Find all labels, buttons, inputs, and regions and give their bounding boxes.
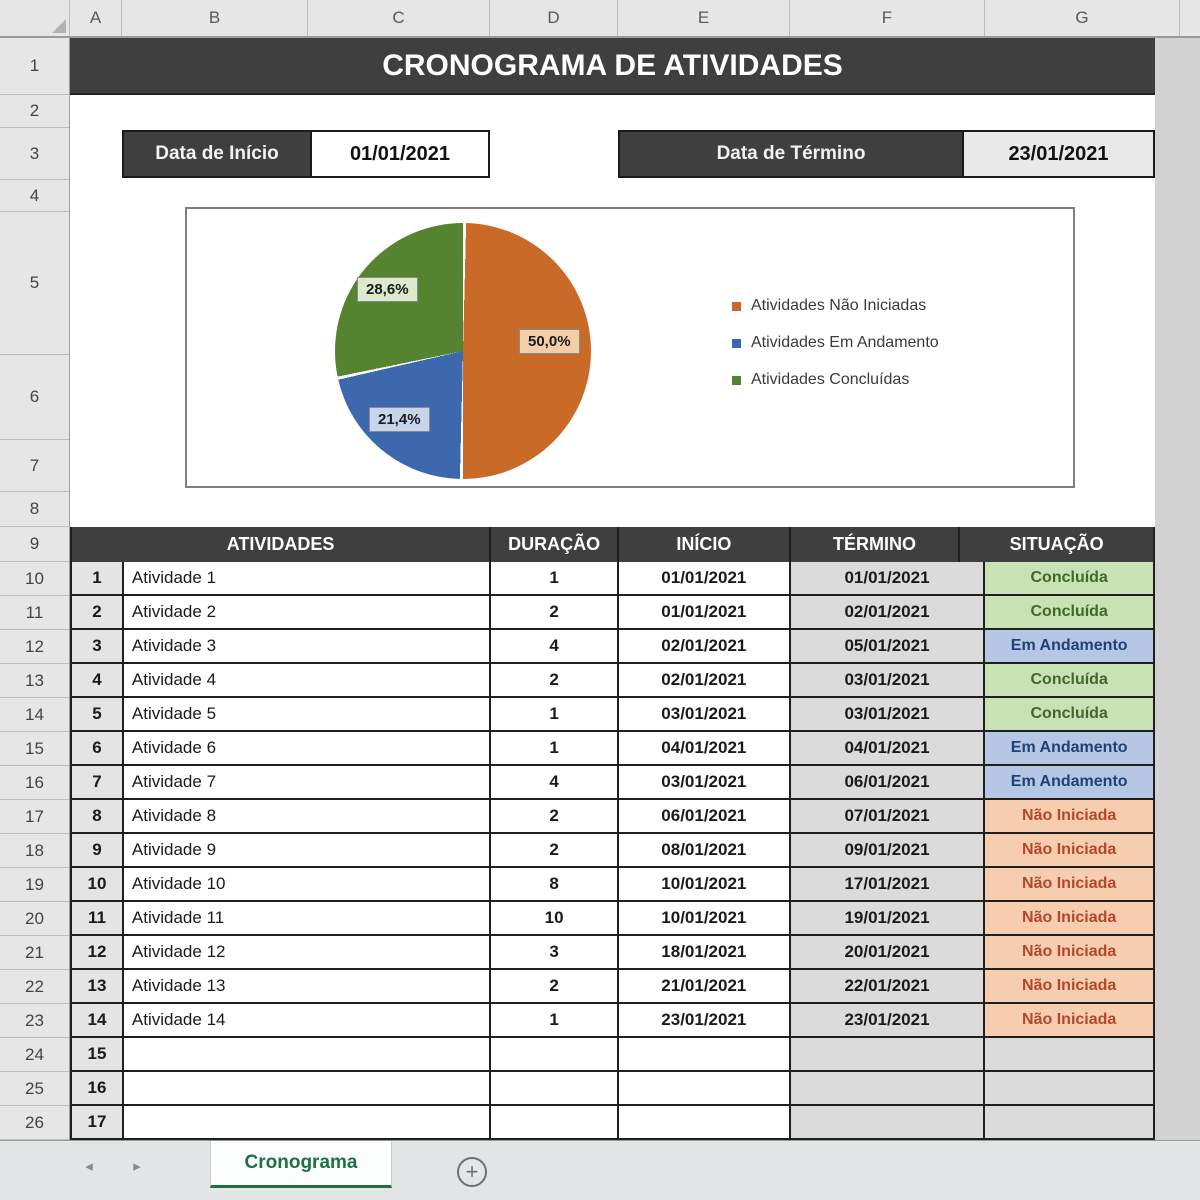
cell-activity-number[interactable]: 14 (72, 1004, 124, 1038)
cell-duration[interactable]: 2 (491, 970, 619, 1004)
cell-start-date[interactable]: 08/01/2021 (619, 834, 791, 868)
cell-status[interactable]: Em Andamento (985, 732, 1155, 766)
table-row (72, 1106, 1155, 1140)
header-duracao[interactable]: DURAÇÃO (491, 527, 619, 562)
cell-start-date[interactable]: 02/01/2021 (619, 664, 791, 698)
cell-end-date[interactable]: 17/01/2021 (791, 868, 986, 902)
row-number[interactable]: 7 (0, 440, 69, 492)
table-row (72, 664, 1155, 698)
row-number[interactable]: 5 (0, 212, 69, 355)
prev-sheet-arrow-icon[interactable]: ◂ (85, 1158, 93, 1175)
row-number[interactable]: 13 (0, 664, 69, 698)
header-inicio[interactable]: INÍCIO (619, 527, 791, 562)
row-number[interactable]: 15 (0, 732, 69, 766)
cell-end-date[interactable]: 05/01/2021 (791, 630, 986, 664)
cell-activity-number[interactable]: 5 (72, 698, 124, 732)
cell-status[interactable]: Não Iniciada (985, 1004, 1155, 1038)
chart-legend (732, 297, 939, 389)
cell-end-date[interactable]: 01/01/2021 (791, 562, 986, 596)
cell-duration[interactable]: 4 (491, 766, 619, 800)
cell-end-date[interactable]: 19/01/2021 (791, 902, 986, 936)
cell-activity-number[interactable]: 1 (72, 562, 124, 596)
cell-activity-number[interactable]: 8 (72, 800, 124, 834)
cell-duration[interactable]: 8 (491, 868, 619, 902)
cell-activity-name[interactable]: Atividade 13 (124, 970, 491, 1004)
cell-activity-name[interactable]: Atividade 4 (124, 664, 491, 698)
row-number[interactable]: 10 (0, 562, 69, 596)
cell-activity-number[interactable]: 9 (72, 834, 124, 868)
table-row (72, 732, 1155, 766)
cell-duration[interactable] (491, 1038, 619, 1072)
cell-activity-number[interactable]: 4 (72, 664, 124, 698)
cell-end-date[interactable]: 20/01/2021 (791, 936, 986, 970)
cell-duration[interactable]: 1 (491, 562, 619, 596)
row-number[interactable]: 3 (0, 128, 69, 180)
cell-end-date[interactable]: 09/01/2021 (791, 834, 986, 868)
column-letter[interactable]: E (618, 0, 790, 36)
cell-duration[interactable]: 2 (491, 834, 619, 868)
cell-end-date[interactable]: 03/01/2021 (791, 664, 986, 698)
row-number[interactable]: 16 (0, 766, 69, 800)
cell-activity-name[interactable]: Atividade 12 (124, 936, 491, 970)
legend-item (732, 334, 939, 352)
row-number[interactable]: 21 (0, 936, 69, 970)
table-body (72, 562, 1155, 1140)
cell-duration[interactable]: 1 (491, 732, 619, 766)
row-number[interactable]: 24 (0, 1038, 69, 1072)
activities-table (70, 527, 1155, 1140)
cell-activity-name[interactable] (124, 1106, 491, 1140)
legend-label: Atividades Concluídas (751, 371, 910, 388)
table-row (72, 596, 1155, 630)
cell-start-date[interactable]: 10/01/2021 (619, 868, 791, 902)
cell-status[interactable] (985, 1106, 1155, 1140)
cell-activity-number[interactable]: 16 (72, 1072, 124, 1106)
cell-start-date[interactable] (619, 1038, 791, 1072)
cell-end-date[interactable] (791, 1106, 986, 1140)
cell-status[interactable]: Concluída (985, 562, 1155, 596)
cell-activity-name[interactable]: Atividade 9 (124, 834, 491, 868)
row-number[interactable]: 11 (0, 596, 69, 630)
cell-activity-name[interactable]: Atividade 7 (124, 766, 491, 800)
unused-area (1155, 38, 1200, 1140)
cell-start-date[interactable] (619, 1072, 791, 1106)
column-letter[interactable]: B (122, 0, 308, 36)
cell-status[interactable]: Concluída (985, 664, 1155, 698)
legend-item (732, 297, 939, 315)
cell-activity-number[interactable]: 3 (72, 630, 124, 664)
cell-status[interactable] (985, 1072, 1155, 1106)
cell-end-date[interactable]: 04/01/2021 (791, 732, 986, 766)
row-number[interactable]: 1 (0, 38, 69, 95)
cell-duration[interactable]: 10 (491, 902, 619, 936)
pie-label-nao-iniciadas: 50,0% (519, 329, 580, 354)
start-date-value-cell[interactable]: 01/01/2021 (310, 132, 488, 176)
cell-duration[interactable] (491, 1072, 619, 1106)
cell-activity-name[interactable]: Atividade 14 (124, 1004, 491, 1038)
table-row (72, 1072, 1155, 1106)
row-number[interactable]: 14 (0, 698, 69, 732)
cell-activity-name[interactable] (124, 1072, 491, 1106)
header-situacao[interactable]: SITUAÇÃO (960, 527, 1155, 562)
row-number[interactable]: 12 (0, 630, 69, 664)
cell-duration[interactable]: 2 (491, 596, 619, 630)
header-atividades[interactable]: ATIVIDADES (72, 527, 491, 562)
cell-status[interactable]: Não Iniciada (985, 970, 1155, 1004)
cell-start-date[interactable]: 01/01/2021 (619, 562, 791, 596)
row-number[interactable]: 8 (0, 492, 69, 527)
cell-end-date[interactable]: 07/01/2021 (791, 800, 986, 834)
cell-activity-name[interactable]: Atividade 1 (124, 562, 491, 596)
row-number[interactable]: 20 (0, 902, 69, 936)
add-sheet-button[interactable]: + (457, 1157, 487, 1187)
cell-duration[interactable]: 2 (491, 664, 619, 698)
cell-activity-number[interactable]: 6 (72, 732, 124, 766)
legend-marker-icon (732, 302, 741, 311)
column-letters (70, 0, 1200, 36)
cell-start-date[interactable]: 02/01/2021 (619, 630, 791, 664)
end-date-value-cell[interactable]: 23/01/2021 (962, 132, 1153, 176)
cell-status[interactable]: Não Iniciada (985, 834, 1155, 868)
row-number[interactable]: 23 (0, 1004, 69, 1038)
cell-activity-number[interactable]: 2 (72, 596, 124, 630)
cell-status[interactable]: Concluída (985, 698, 1155, 732)
column-letter[interactable]: F (790, 0, 985, 36)
cell-status[interactable]: Não Iniciada (985, 936, 1155, 970)
start-date-box (122, 130, 490, 178)
table-row (72, 630, 1155, 664)
cell-end-date[interactable] (791, 1038, 986, 1072)
cell-activity-number[interactable]: 17 (72, 1106, 124, 1140)
row-number[interactable]: 18 (0, 834, 69, 868)
cell-activity-name[interactable]: Atividade 5 (124, 698, 491, 732)
row-number[interactable]: 26 (0, 1106, 69, 1140)
cell-activity-name[interactable]: Atividade 10 (124, 868, 491, 902)
table-row (72, 868, 1155, 902)
cell-activity-name[interactable]: Atividade 8 (124, 800, 491, 834)
pie-label-em-andamento: 21,4% (369, 407, 430, 432)
cell-activity-name[interactable]: Atividade 3 (124, 630, 491, 664)
legend-item (732, 371, 939, 389)
row-number[interactable]: 2 (0, 95, 69, 128)
row-number[interactable]: 22 (0, 970, 69, 1004)
pie-chart-object[interactable] (185, 207, 1075, 488)
cell-status[interactable]: Concluída (985, 596, 1155, 630)
end-date-label: Data de Término (620, 132, 962, 176)
cell-status[interactable]: Não Iniciada (985, 868, 1155, 902)
row-number[interactable]: 17 (0, 800, 69, 834)
cell-duration[interactable]: 1 (491, 698, 619, 732)
header-termino[interactable]: TÉRMINO (791, 527, 961, 562)
cell-duration[interactable]: 4 (491, 630, 619, 664)
row-number-gutter (0, 38, 70, 1140)
row-number[interactable]: 4 (0, 180, 69, 212)
table-row (72, 800, 1155, 834)
cell-activity-name[interactable]: Atividade 11 (124, 902, 491, 936)
legend-marker-icon (732, 339, 741, 348)
cell-end-date[interactable]: 22/01/2021 (791, 970, 986, 1004)
cell-start-date[interactable]: 06/01/2021 (619, 800, 791, 834)
cell-start-date[interactable]: 03/01/2021 (619, 698, 791, 732)
cell-status[interactable]: Em Andamento (985, 630, 1155, 664)
table-row (72, 698, 1155, 732)
sheet-title-cell[interactable]: CRONOGRAMA DE ATIVIDADES (70, 38, 1155, 95)
column-letter[interactable]: C (308, 0, 490, 36)
cell-end-date[interactable]: 03/01/2021 (791, 698, 986, 732)
table-row (72, 970, 1155, 1004)
cell-activity-number[interactable]: 13 (72, 970, 124, 1004)
column-header-strip (0, 0, 1200, 38)
cell-status[interactable]: Em Andamento (985, 766, 1155, 800)
cell-end-date[interactable]: 02/01/2021 (791, 596, 986, 630)
next-sheet-arrow-icon[interactable]: ▸ (133, 1158, 141, 1175)
cell-status[interactable] (985, 1038, 1155, 1072)
cell-duration[interactable]: 1 (491, 1004, 619, 1038)
cell-status[interactable]: Não Iniciada (985, 902, 1155, 936)
cell-duration[interactable]: 2 (491, 800, 619, 834)
row-number[interactable]: 25 (0, 1072, 69, 1106)
cell-start-date[interactable] (619, 1106, 791, 1140)
cell-status[interactable]: Não Iniciada (985, 800, 1155, 834)
cell-start-date[interactable]: 04/01/2021 (619, 732, 791, 766)
cell-activity-number[interactable]: 7 (72, 766, 124, 800)
start-date-label: Data de Início (124, 132, 310, 176)
row-number[interactable]: 9 (0, 527, 69, 562)
cell-activity-number[interactable]: 10 (72, 868, 124, 902)
column-letter[interactable]: D (490, 0, 618, 36)
cell-start-date[interactable]: 01/01/2021 (619, 596, 791, 630)
column-letter[interactable]: A (70, 0, 122, 36)
legend-label: Atividades Em Andamento (751, 334, 939, 351)
table-header-row (72, 527, 1155, 562)
cell-start-date[interactable]: 18/01/2021 (619, 936, 791, 970)
tab-cronograma[interactable]: Cronograma (210, 1141, 392, 1188)
row-number[interactable]: 19 (0, 868, 69, 902)
legend-marker-icon (732, 376, 741, 385)
table-row (72, 562, 1155, 596)
sheet-tab-bar (0, 1140, 1200, 1200)
cell-start-date[interactable]: 03/01/2021 (619, 766, 791, 800)
row-number[interactable]: 6 (0, 355, 69, 440)
cell-duration[interactable]: 3 (491, 936, 619, 970)
table-row (72, 834, 1155, 868)
cell-end-date[interactable] (791, 1072, 986, 1106)
cell-activity-number[interactable]: 11 (72, 902, 124, 936)
cell-end-date[interactable]: 06/01/2021 (791, 766, 986, 800)
cell-start-date[interactable]: 10/01/2021 (619, 902, 791, 936)
pie-label-concluidas: 28,6% (357, 277, 418, 302)
table-row (72, 1004, 1155, 1038)
table-row (72, 936, 1155, 970)
cell-start-date[interactable]: 21/01/2021 (619, 970, 791, 1004)
table-row (72, 1038, 1155, 1072)
cell-activity-number[interactable]: 12 (72, 936, 124, 970)
cell-duration[interactable] (491, 1106, 619, 1140)
select-all-corner[interactable] (0, 0, 70, 36)
legend-label: Atividades Não Iniciadas (751, 297, 927, 314)
cell-activity-number[interactable]: 15 (72, 1038, 124, 1072)
table-row (72, 766, 1155, 800)
select-all-triangle-icon (52, 19, 66, 33)
cell-start-date[interactable]: 23/01/2021 (619, 1004, 791, 1038)
cell-activity-name[interactable]: Atividade 6 (124, 732, 491, 766)
cell-end-date[interactable]: 23/01/2021 (791, 1004, 986, 1038)
column-letter[interactable]: G (985, 0, 1180, 36)
cell-activity-name[interactable]: Atividade 2 (124, 596, 491, 630)
end-date-box (618, 130, 1155, 178)
table-row (72, 902, 1155, 936)
cell-activity-name[interactable] (124, 1038, 491, 1072)
